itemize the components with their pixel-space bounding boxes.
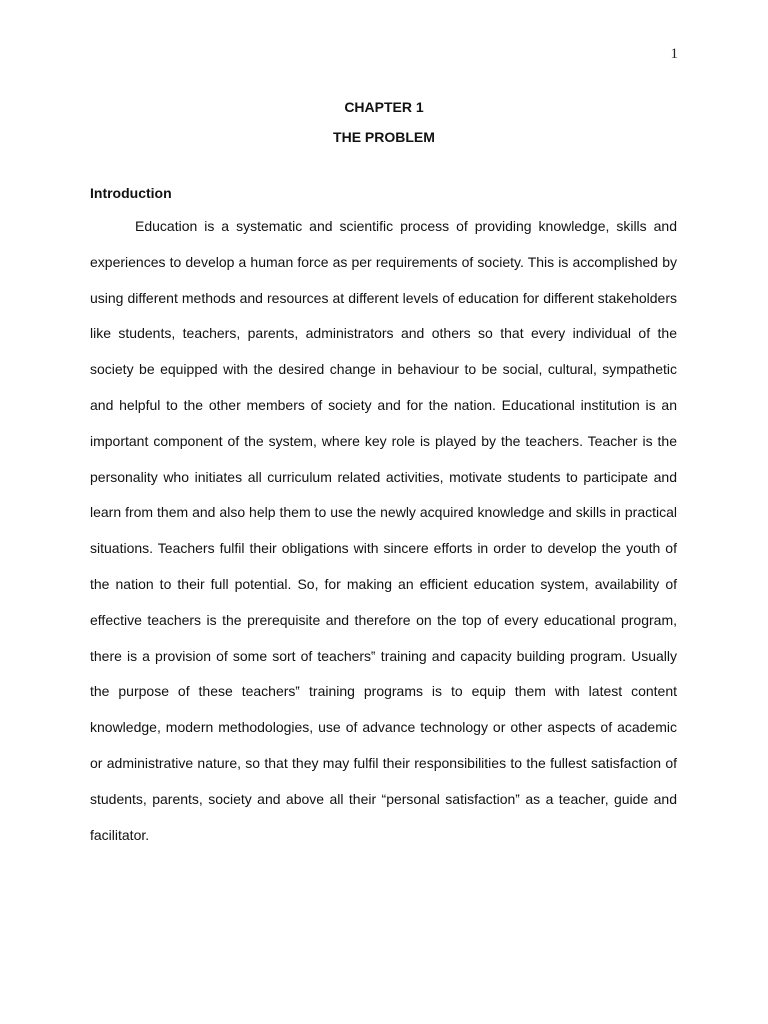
chapter-heading bbox=[0, 92, 768, 152]
section-heading: Introduction bbox=[90, 185, 172, 201]
page-number: 1 bbox=[670, 46, 678, 62]
chapter-label: CHAPTER 1 bbox=[344, 99, 424, 115]
chapter-title: THE PROBLEM bbox=[333, 129, 435, 145]
introduction-paragraph: Education is a systematic and scientific process of providing knowledge, skills and experiences to develop a human force as per requirements of society. This is accomplished by using different methods and resources at different levels of education for different stakeholders like students, teachers, parents, administrators and others so that every individual of the society be equipped with the desired change in behaviour to be social, cultural, sympathetic and helpful to the other members of society and for the nation. Educational institution is an important component of the system, where key role is played by the teachers. Teacher is the personality who initiates all curriculum related activities, motivate students to participate and learn from them and also help them to use the newly acquired knowledge and skills in practical situations. Teachers fulfil their obligations with sincere efforts in order to develop the youth of the nation to their full potential. So, for making an efficient education system, availability of effective teachers is the prerequisite and therefore on the top of every educational program, there is a provision of some sort of teachers‟ training and capacity building program. Usually the purpose of these teachers‟ training programs is to equip them with latest content knowledge, modern methodologies, use of advance technology or other aspects of academic or administrative nature, so that they may fulfil their responsibilities to the fullest satisfaction of students, parents, society and above all their “personal satisfaction‟ as a teacher, guide and facilitator. bbox=[90, 218, 677, 843]
